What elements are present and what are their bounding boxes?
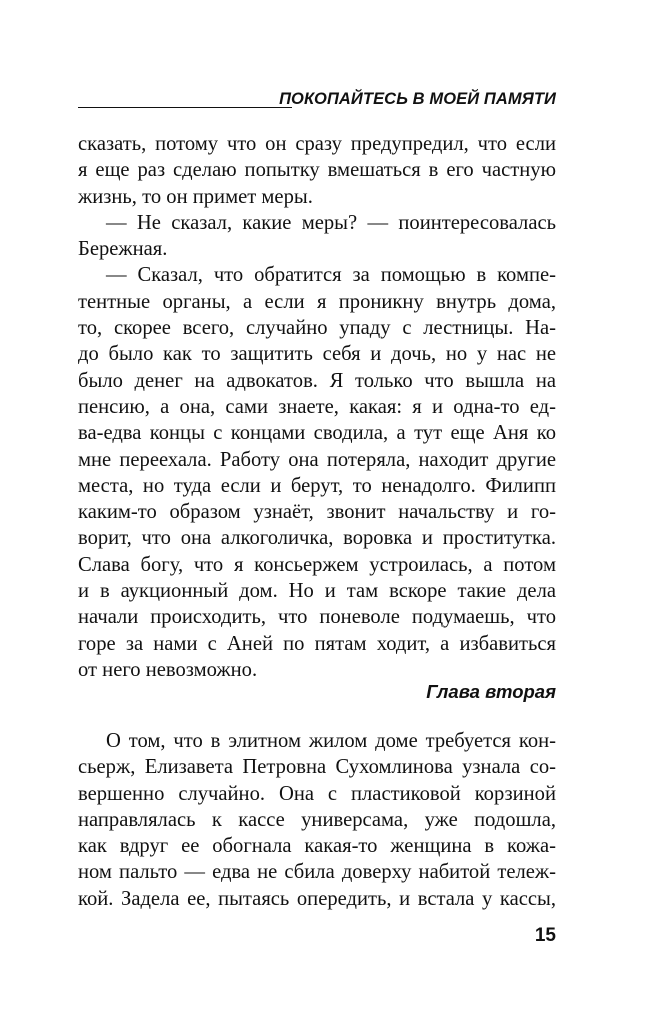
header-rule: [78, 107, 292, 108]
text-line: Слава богу, что я консьержем устроилась, а потом: [78, 553, 556, 576]
text-line: ва-едва концы с концами сводила, а тут еще Аня ко: [78, 422, 556, 445]
text-line: направлялась к кассе универсама, уже подошла,: [78, 808, 556, 831]
text-line: сьерж, Елизавета Петровна Сухомлинова узнала со-: [78, 756, 556, 779]
text-line: тентные органы, а если я проникну внутрь дома,: [78, 290, 556, 313]
text-line: начали происходить, что поневоле подумаешь, что: [78, 606, 556, 629]
text-line: — Не сказал, какие меры? — поинтересовалась: [106, 211, 556, 234]
text-line: ном пальто — едва не сбила доверху набитой тележ-: [78, 861, 556, 884]
body-text-block-1: [78, 131, 556, 683]
text-line: было денег на адвокатов. Я только что вышла на: [78, 369, 556, 392]
text-line: пенсию, а она, сами знаете, какая: я и одна-то ед-: [78, 395, 556, 418]
text-line: жизнь, то он примет меры.: [78, 185, 313, 208]
text-line: Бережная.: [78, 238, 168, 261]
text-line: я еще раз сделаю попытку вмешаться в его частную: [78, 159, 556, 182]
text-line: то, скорее всего, случайно упаду с лестницы. На-: [78, 317, 556, 340]
text-line: места, но туда если и берут, то ненадолго. Филипп: [78, 474, 556, 497]
text-line: до было как то защитить себя и дочь, но у нас не: [78, 343, 556, 366]
text-line: вершенно случайно. Она с пластиковой корзиной: [78, 782, 556, 805]
running-title: ПОКОПАЙТЕСЬ В МОЕЙ ПАМЯТИ: [279, 90, 556, 108]
text-line: кой. Задела ее, пытаясь опередить, и встала у кассы,: [78, 887, 556, 910]
chapter-heading: Глава вторая: [426, 681, 556, 702]
text-line: — Сказал, что обратится за помощью в компе-: [106, 264, 556, 287]
body-text-block-2: [78, 728, 556, 912]
text-line: горе за нами с Аней по пятам ходит, а избавиться: [78, 632, 556, 655]
text-line: как вдруг ее обогнала какая-то женщина в кожа-: [78, 835, 556, 858]
text-line: сказать, потому что он сразу предупредил, что если: [78, 133, 556, 155]
text-line: мне переехала. Работу она потеряла, находит другие: [78, 448, 556, 471]
text-line: О том, что в элитном жилом доме требуется кон-: [106, 730, 556, 752]
text-line: и в аукционный дом. Но и там вскоре такие дела: [78, 580, 556, 603]
text-line: ворит, что она алкоголичка, воровка и проститутка.: [78, 527, 556, 550]
page-number: 15: [534, 925, 556, 946]
text-line: каким-то образом узнаёт, звонит начальству и го-: [78, 501, 556, 524]
running-header: [78, 88, 556, 112]
text-line: от него невозможно.: [78, 658, 258, 681]
